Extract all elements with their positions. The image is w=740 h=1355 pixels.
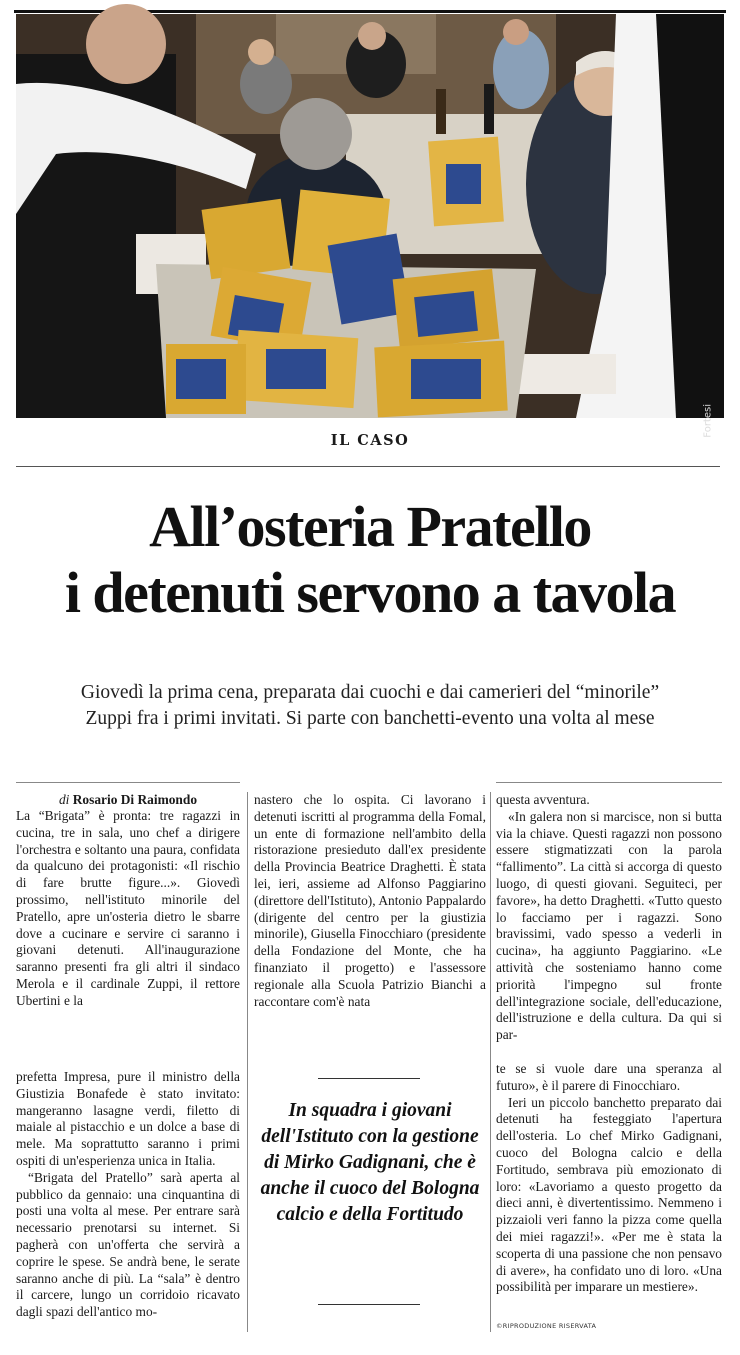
article-column-1-bottom [16,1069,240,1321]
column-divider-1 [247,792,248,1332]
paragraph: La “Brigata” è pronta: tre ragazzi in cucina, tre in sala, uno chef a dirigere l'orchestra e soltanto una paura, confidata da qualcuno dei protagonisti: «Il rischio di fare brutte figure...». Giovedì prossimo, nell'istituto minorile del Pratello, apre un'osteria dietro le sbarre dove a cucinare e servire ci saranno i giovani detenuti. All'inaugurazione saranno presenti fra gli altri il sindaco Merola e il cardinale Zuppi, il rettore Ubertini e la [16,808,240,1008]
article-photo [16,14,724,438]
headline [0,494,740,626]
byline-prefix: di [58,792,70,807]
subheadline-line-1: Giovedì la prima cena, preparata dai cuochi e dai camerieri del “minorile” [80,682,660,703]
paragraph: Ieri un piccolo banchetto preparato dai detenuti ha festeggiato l'apertura dell'osteria. Lo chef Mirko Gadignani, cuoco del Bologna calcio e della Fortitudo, sembrava più emozionato di loro: «Lavoriamo a questo progetto da dieci anni, è divertentissimo. Nemmeno i pizzaioli veri fanno la pizza come quella dei miei ragazzi!». «Per me è stata la scoperta di una passione che non pensavo di avere», ha confidato uno di loro. «Una possibilità per imparare un mestiere». [496,1094,722,1295]
article-column-3-bottom [496,1061,722,1296]
column-rule-top-left [16,782,240,783]
paragraph: “Brigata del Pratello” sarà aperta al pubblico da gennaio: una cinquantina di posti una volta al mese. Per entrare sarà necessario prenotarsi su internet. Si pagherà con un'offerta che servirà a coprire le spese. Se andrà bene, le serate saranno anche di più. La “sala” è dentro il carcere, lungo un corridoio ricavato dagli spazi dell'antico mo- [16,1169,240,1320]
photo-credit: Fortesi [703,404,714,438]
byline [16,792,240,808]
article-column-2 [254,792,486,1010]
paragraph: «In galera non si marcisce, non si butta via la chiave. Questi ragazzi non possono essere stigmatizzati con la parola “fallimento”. La città si accorga di questo luogo, di questi giovani. Seguiteci, per favore», ha detto Draghetti. «Tutto questo lo facciamo per i ragazzi. Sono bravissimi, vado spesso a vederli in cucina», ha aggiunto Paggiarino. «Le attività che sosteniamo hanno come priorità l'impegno sul fronte dell'integrazione sociale, dell'educazione, dell'istruzione e della cultura. Da qui si par- [496,808,722,1043]
column-rule-top-right [496,782,722,783]
subheadline [0,680,740,732]
paragraph: questa avventura. [496,792,590,807]
section-kicker: IL CASO [330,432,410,449]
paragraph: nastero che lo ospita. Ci lavorano i detenuti iscritti al programma della Fomal, un ente di formazione nell'ambito della ristorazione presieduto dall'ex presidente della Provincia Beatrice Draghetti. È stata lei, ieri, assieme ad Alfonso Paggiarino (direttore dell'Istituto), Antonio Pappalardo (dirigente del centro per la giustizia minorile), Giusella Finocchiaro (presidente della Fondazione del Monte, che ha finanziato il progetto) e l'assessore regionale alla Scuola Patrizio Bianchi a raccontare com'è nata [254,792,486,1009]
column-divider-2 [490,792,491,1332]
paragraph: te se si vuole dare una speranza al futuro», è il parere di Finocchiaro. [496,1061,722,1093]
subheadline-line-2: Zuppi fra i primi invitati. Si parte con banchetti-evento una volta al mese [85,708,655,729]
quote-rule-bottom [318,1304,420,1305]
kicker-rule [16,466,720,467]
copyright-notice: ©RIPRODUZIONE RISERVATA [496,1322,597,1330]
headline-line-2: i detenuti servono a tavola [64,560,676,625]
headline-line-1: All’osteria Pratello [149,494,591,559]
photo-illustration [16,14,724,418]
byline-author: Rosario Di Raimondo [72,792,198,807]
article-column-3-top [496,792,722,1044]
quote-rule-top [318,1078,420,1079]
pull-quote: In squadra i giovani dell'Istituto con la gestione di Mirko Gadignani, che è anche il cuoco del Bologna calcio e della Fortitudo [260,1100,480,1225]
article-column-1-top [16,808,240,1010]
paragraph: prefetta Impresa, pure il ministro della Giustizia Bonafede è stato invitato: mangeranno lasagne verdi, filetto di maiale al pistacchio e un dolce a base di mele. Ma soprattutto saranno i primi ospiti di un'esperienza unica in Italia. [16,1069,240,1168]
